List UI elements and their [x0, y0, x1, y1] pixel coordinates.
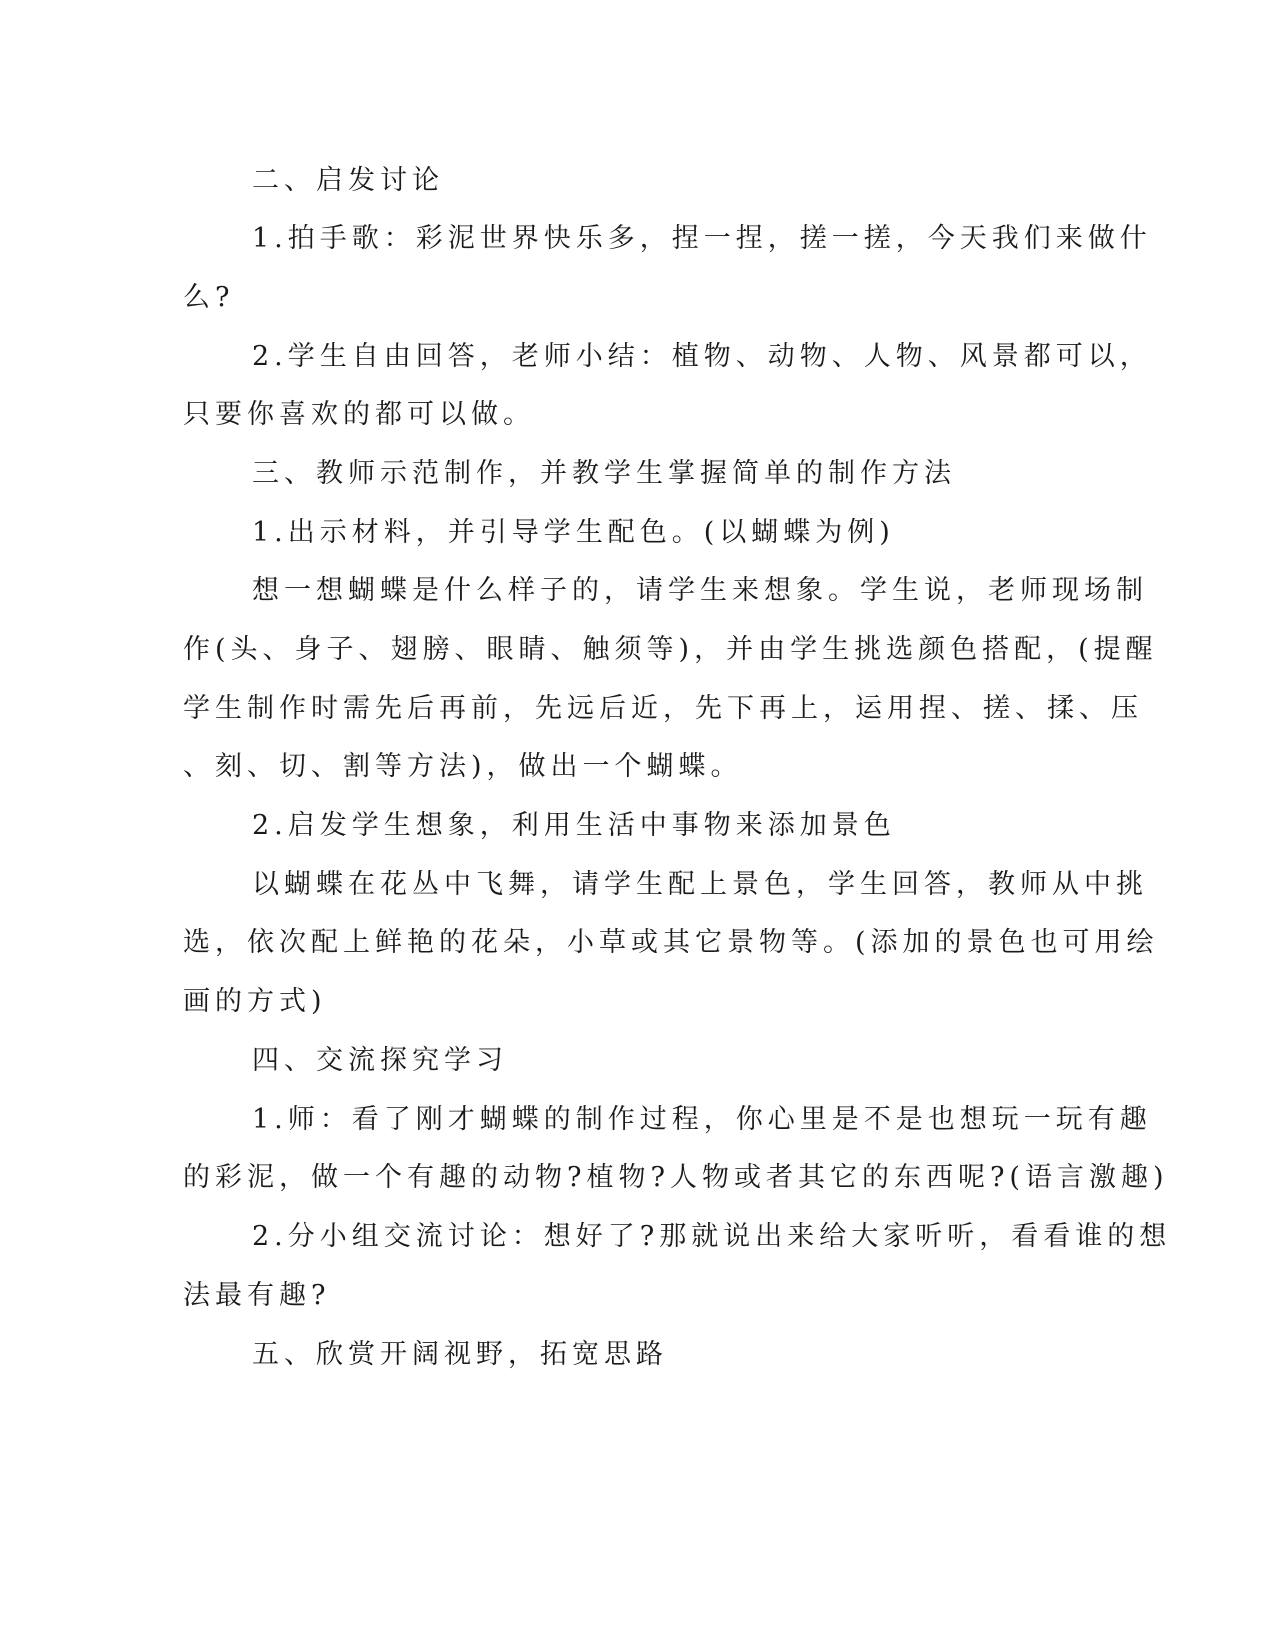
- paragraph-line: 选，依次配上鲜艳的花朵，小草或其它景物等。(添加的景色也可用绘: [183, 927, 1159, 958]
- paragraph-line: 想一想蝴蝶是什么样子的，请学生来想象。学生说，老师现场制: [252, 575, 1148, 606]
- paragraph-line: 么?: [183, 282, 235, 313]
- paragraph-line: 只要你喜欢的都可以做。: [183, 399, 535, 430]
- section-heading-3: 三、教师示范制作，并教学生掌握简单的制作方法: [252, 458, 956, 489]
- paragraph-line: 学生制作时需先后再前，先远后近，先下再上，运用捏、搓、揉、压: [183, 693, 1143, 724]
- paragraph-line: 1.师：看了刚才蝴蝶的制作过程，你心里是不是也想玩一玩有趣: [252, 1104, 1152, 1135]
- paragraph-line: 作(头、身子、翅膀、眼睛、触须等)，并由学生挑选颜色搭配，(提醒: [183, 634, 1158, 665]
- paragraph-line: 画的方式): [183, 986, 327, 1017]
- paragraph-line: 的彩泥，做一个有趣的动物?植物?人物或者其它的东西呢?(语言激趣): [183, 1162, 1169, 1193]
- paragraph-line: 1.出示材料，并引导学生配色。(以蝴蝶为例): [252, 517, 895, 548]
- paragraph-line: 2.启发学生想象，利用生活中事物来添加景色: [252, 810, 896, 841]
- paragraph-line: 2.分小组交流讨论：想好了?那就说出来给大家听听，看看谁的想: [252, 1221, 1172, 1252]
- paragraph-line: 2.学生自由回答，老师小结：植物、动物、人物、风景都可以，: [252, 341, 1152, 372]
- paragraph-line: 法最有趣?: [183, 1280, 331, 1311]
- paragraph-line: 1.拍手歌：彩泥世界快乐多，捏一捏，搓一搓，今天我们来做什: [252, 223, 1152, 254]
- section-heading-4: 四、交流探究学习: [252, 1045, 508, 1076]
- section-heading-5: 五、欣赏开阔视野，拓宽思路: [252, 1339, 668, 1370]
- section-heading-2: 二、启发讨论: [252, 165, 444, 196]
- paragraph-line: 、刻、切、割等方法)，做出一个蝴蝶。: [183, 751, 743, 782]
- paragraph-line: 以蝴蝶在花丛中飞舞，请学生配上景色，学生回答，教师从中挑: [252, 869, 1148, 900]
